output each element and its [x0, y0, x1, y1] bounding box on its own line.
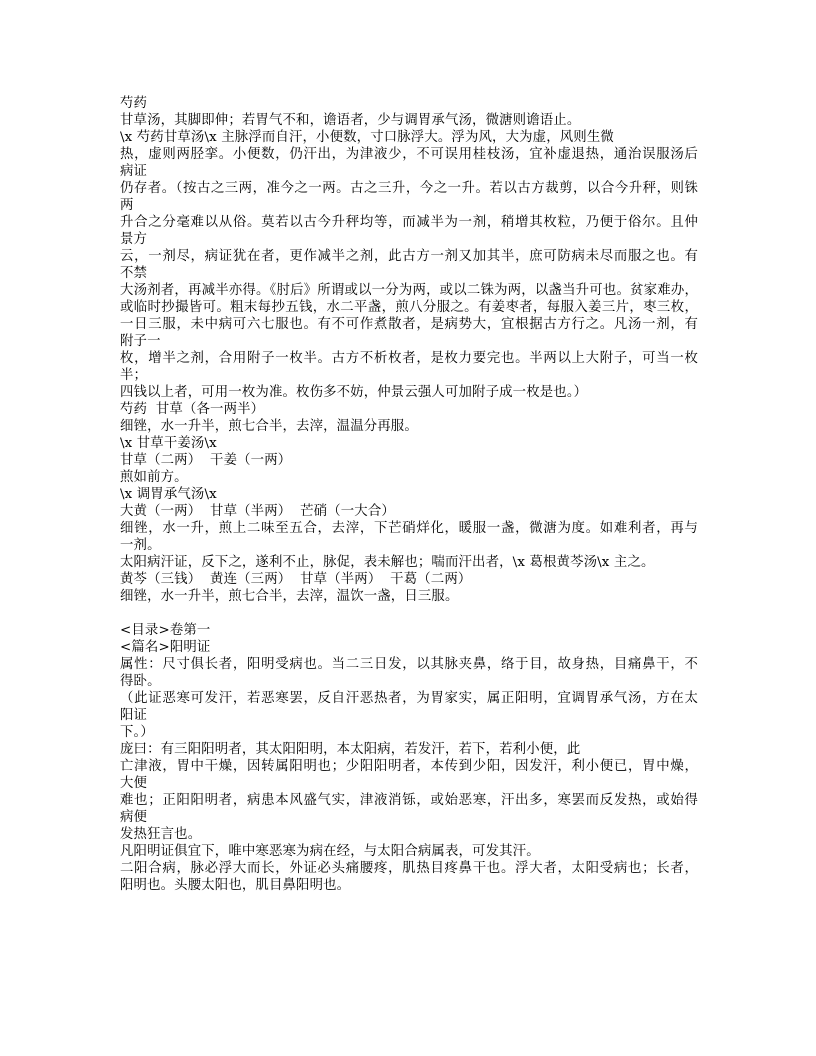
text-line: 芍药 [120, 96, 148, 111]
text-line: 发热狂言也。 [120, 827, 202, 842]
text-line: \x 调胃承气汤\x [120, 487, 217, 502]
text-line: 细锉，水一升半，煎七合半，去滓，温饮一盏，日三服。 [120, 589, 459, 604]
text-line: 甘草汤，其脚即伸；若胃气不和，谵语者，少与调胃承气汤，微溏则谵语止。 [120, 113, 581, 128]
text-line: 一日三服，未中病可六七服也。有不可作煮散者，是病势大，宜根据古方行之。凡汤一剂，有 [120, 317, 698, 332]
text-line: 属性：尺寸俱长者，阳明受病也。当二三日发，以其脉夹鼻，络于目，故身热，目痛鼻干，不 [120, 657, 698, 672]
document-body [120, 95, 698, 894]
text-line: 病证 [120, 164, 148, 179]
text-line: <目录>卷第一 [120, 623, 211, 638]
text-line: 亡津液，胃中干燥，因转属阳明也；少阳阳明者，本传到少阳，因发汗，利小便已，胃中燥， [120, 759, 698, 774]
text-line: 细锉，水一升，煎上二味至五合，去滓，下芒硝烊化，暖服一盏，微溏为度。如难利者，再与 [120, 521, 698, 536]
text-line: 附子一 [120, 334, 161, 349]
text-line: 热，虚则两胫挛。小便数，仍汗出，为津液少，不可误用桂枝汤，宜补虚退热，通治误服汤后 [120, 147, 698, 162]
text-line: 大汤剂者，再减半亦得。《肘后》所谓或以一分为两，或以二铢为两，以盏当升可也。贫家难办， [120, 283, 698, 298]
text-line: 太阳病汗证，反下之，遂利不止，脉促，表未解也；喘而汗出者，\x 葛根黄芩汤\x 主之。 [120, 555, 655, 570]
text-line: 大便 [120, 776, 148, 791]
text-line: 煎如前方。 [120, 470, 188, 485]
text-line: 仍存者。（按古之三两，准今之一两。古之三升，今之一升。若以古方裁剪，以合今升秤，则铢 [120, 181, 698, 196]
text-line: 阳明也。头腰太阳也，肌目鼻阳明也。 [120, 878, 351, 893]
text-line: 难也；正阳阳明者，病患本风盛气实，津液消铄，或始恶寒，汗出多，寒罢而反发热，或始得 [120, 793, 698, 808]
text-line: 升合之分毫难以从俗。莫若以古今升秤均等，而减半为一剂，稍增其枚粒，乃便于俗尔。且仲 [120, 215, 698, 230]
text-line: \x 芍药甘草汤\x 主脉浮而自汗，小便数，寸口脉浮大。浮为风，大为虚，风则生微 [120, 130, 614, 145]
text-line: 或临时抄撮皆可。粗末每抄五钱，水二平盏，煎八分服之。有姜枣者，每服入姜三片，枣三枚， [120, 300, 698, 315]
text-line: 一剂。 [120, 538, 161, 553]
text-line: 枚，增半之剂，合用附子一枚半。古方不析枚者，是枚力要完也。半两以上大附子，可当一枚 [120, 351, 698, 366]
text-line: 芍药 甘草（各一两半） [120, 402, 265, 417]
text-line: <篇名>阳明证 [120, 640, 211, 655]
text-line: 凡阳明证俱宜下，唯中寒恶寒为病在经，与太阳合病属表，可发其汗。 [120, 844, 540, 859]
text-line: 云，一剂尽，病证犹在者，更作减半之剂，此古方一剂又加其半，庶可防病未尽而服之也。有 [120, 249, 698, 264]
text-line: 阳证 [120, 708, 148, 723]
text-line: 细锉，水一升半，煎七合半，去滓，温温分再服。 [120, 419, 418, 434]
text-line: 景方 [120, 232, 148, 247]
text-line: 四钱以上者，可用一枚为准。枚伤多不妨，仲景云强人可加附子成一枚是也。） [120, 385, 588, 400]
text-line: 两 [120, 198, 134, 213]
text-line: \x 甘草干姜汤\x [120, 436, 217, 451]
text-line: 甘草（二两） 干姜（一两） [120, 453, 292, 468]
text-line: 大黄（一两） 甘草（半两） 芒硝（一大合） [120, 504, 395, 519]
blank-line [120, 605, 698, 622]
text-line: 下。） [120, 725, 154, 740]
text-line: 半； [120, 368, 148, 383]
text-line: 二阳合病，脉必浮大而长，外证必头痛腰疼，肌热目疼鼻干也。浮大者，太阳受病也；长者， [120, 861, 698, 876]
text-line: 病便 [120, 810, 148, 825]
text-line: 得卧。 [120, 674, 161, 689]
text-line: 不禁 [120, 266, 148, 281]
text-line: 黄芩（三钱） 黄连（三两） 甘草（半两） 干葛（二两） [120, 572, 472, 587]
text-line: 庞曰：有三阳阳明者，其太阳阳明，本太阳病，若发汗，若下，若利小便，此 [120, 742, 581, 757]
text-line: （此证恶寒可发汗，若恶寒罢，反自汗恶热者，为胃家实，属正阳明，宜调胃承气汤，方在太 [120, 691, 698, 706]
